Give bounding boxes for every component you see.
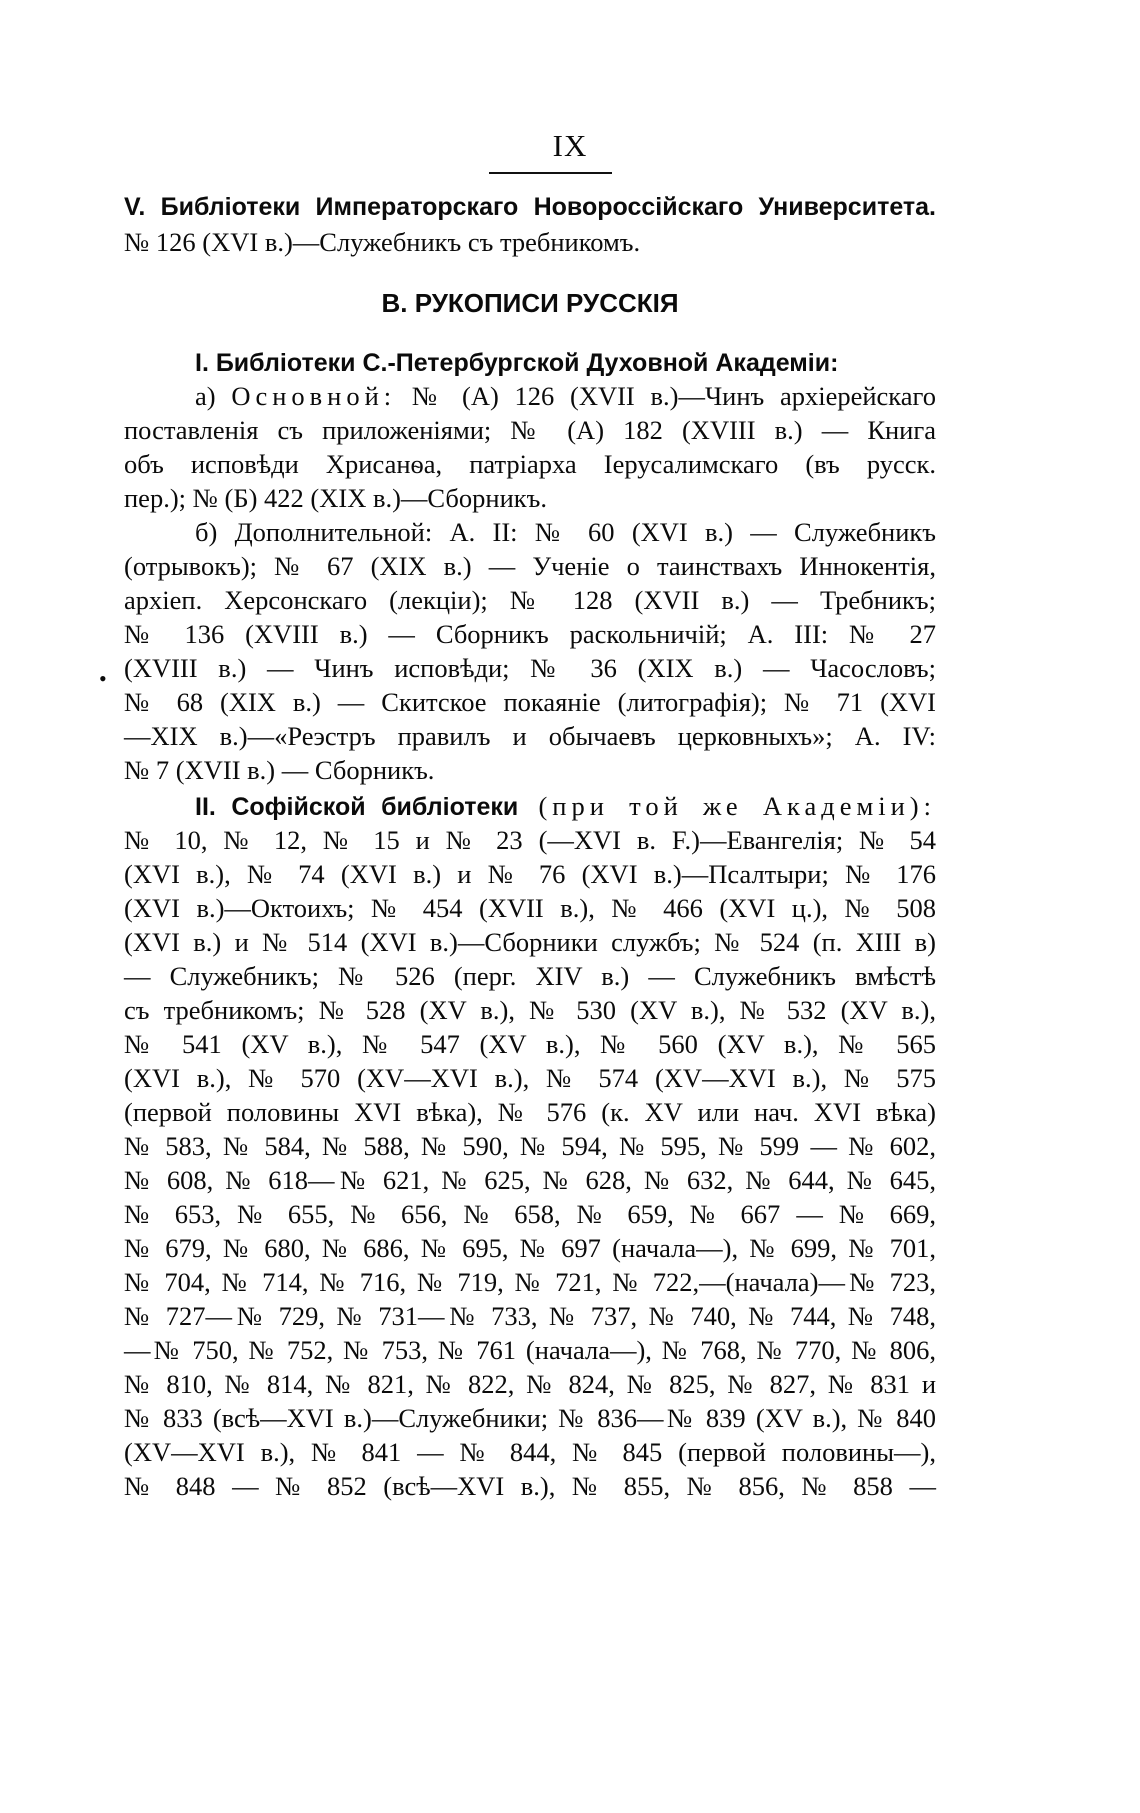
text-line: —№ 750, № 752, № 753, № 761 (начала—), № 768, № 770, № 806, (124, 1335, 936, 1365)
text-line: № 136 (XVIII в.) — Сборникъ раскольничій; А. III: № 27 (124, 619, 936, 649)
text-line: № 679, № 680, № 686, № 695, № 697 (начала—), № 699, № 701, (124, 1233, 936, 1263)
text-line: (XVI в.), № 74 (XVI в.) и № 76 (XVI в.)—Псалтыри; № 176 (124, 859, 936, 889)
text-line: (XVI в.) и № 514 (XVI в.)—Сборники службъ; № 524 (п. XIII в) (124, 927, 936, 957)
text-line: (XV—XVI в.), № 841 — № 844, № 845 (первой половины—), (124, 1437, 936, 1467)
page-number: IX (552, 128, 588, 163)
text-line: № 608, № 618—№ 621, № 625, № 628, № 632, № 644, № 645, (124, 1165, 936, 1195)
text-line: (XVIII в.) — Чинъ исповѣди; № 36 (XIX в.) — Часословъ; (124, 653, 936, 683)
text-line: (XVI в.), № 570 (XV—XVI в.), № 574 (XV—XVI в.), № 575 (124, 1063, 936, 1093)
text-line: № 541 (XV в.), № 547 (XV в.), № 560 (XV в.), № 565 (124, 1029, 936, 1059)
text-line: № 653, № 655, № 656, № 658, № 659, № 667 — № 669, (124, 1199, 936, 1229)
item-a-rest: № (А) 126 (XVII в.)—Чинъ архіерейскаго (396, 381, 937, 411)
text-line: (отрывокъ); № 67 (XIX в.) — Ученіе о таинствахъ Иннокентія, (124, 551, 936, 581)
text-line: объ исповѣди Хрисанѳа, патріарха Іерусалимскаго (въ русск. (124, 449, 936, 479)
margin-dot: • (99, 666, 107, 691)
text-line: № 704, № 714, № 716, № 719, № 721, № 722,—(начала)—№ 723, (124, 1267, 936, 1297)
section-v-heading: V. Библіотеки Императорскаго Новороссійскаго Университета. (124, 193, 936, 221)
section-v-line: № 126 (XVI в.)—Служебникъ съ требникомъ. (124, 227, 641, 257)
text-line: — Служебникъ; № 526 (перг. XIV в.) — Служебникъ вмѣстѣ (124, 961, 936, 991)
text-line: № 10, № 12, № 15 и № 23 (—XVI в. F.)—Евангелія; № 54 (124, 825, 936, 855)
text-line: архіеп. Херсонскаго (лекціи); № 128 (XVII в.) — Требникъ; (124, 585, 936, 615)
text-line: (XVI в.)—Октоихъ; № 454 (XVII в.), № 466 (XVI ц.), № 508 (124, 893, 936, 923)
text-line: —XIX в.)—«Реэстръ правилъ и обычаевъ церковныхъ»; А. IV: (124, 721, 936, 751)
text-line: № 583, № 584, № 588, № 590, № 594, № 595, № 599 — № 602, (124, 1131, 936, 1161)
part-b-heading: В. РУКОПИСИ РУССКІЯ (381, 288, 679, 318)
text-line: № 727—№ 729, № 731—№ 733, № 737, № 740, № 744, № 748, (124, 1301, 936, 1331)
text-line: № 7 (XVII в.) — Сборникъ. (124, 755, 435, 785)
text-line: № 810, № 814, № 821, № 822, № 824, № 825, № 827, № 831 и (124, 1369, 936, 1399)
text-line: съ требникомъ; № 528 (XV в.), № 530 (XV в.), № 532 (XV в.), (124, 995, 936, 1025)
text-line: б) Дополнительной: А. II: № 60 (XVI в.) — Служебникъ (195, 517, 936, 547)
text-line: пер.); № (Б) 422 (XIX в.)—Сборникъ. (124, 483, 547, 513)
text-line: (первой половины XVI вѣка), № 576 (к. XV или нач. XVI вѣка) (124, 1097, 936, 1127)
item-a-label: а) (195, 381, 232, 411)
section-ii-heading-rest: (при той же Академіи): (518, 791, 936, 821)
section-i-line-a (195, 379, 936, 413)
text-line: № 833 (всѣ—XVI в.)—Служебники; № 836—№ 839 (XV в.), № 840 (124, 1403, 936, 1433)
section-ii-heading-line (195, 789, 936, 823)
section-ii-heading: II. Софійской библіотеки (195, 793, 519, 821)
text-line: № 68 (XIX в.) — Скитское покаяніе (литографія); № 71 (XVI (124, 687, 936, 717)
text-line: поставленія съ приложеніями; № (А) 182 (XVIII в.) — Книга (124, 415, 936, 445)
section-i-heading: I. Библіотеки С.-Петербургской Духовной Академіи: (195, 349, 839, 377)
page-number-rule (489, 172, 612, 174)
text-line: № 848 — № 852 (всѣ—XVI в.), № 855, № 856, № 858 — (124, 1471, 936, 1501)
item-a-spaced-word: Основной: (231, 381, 397, 411)
